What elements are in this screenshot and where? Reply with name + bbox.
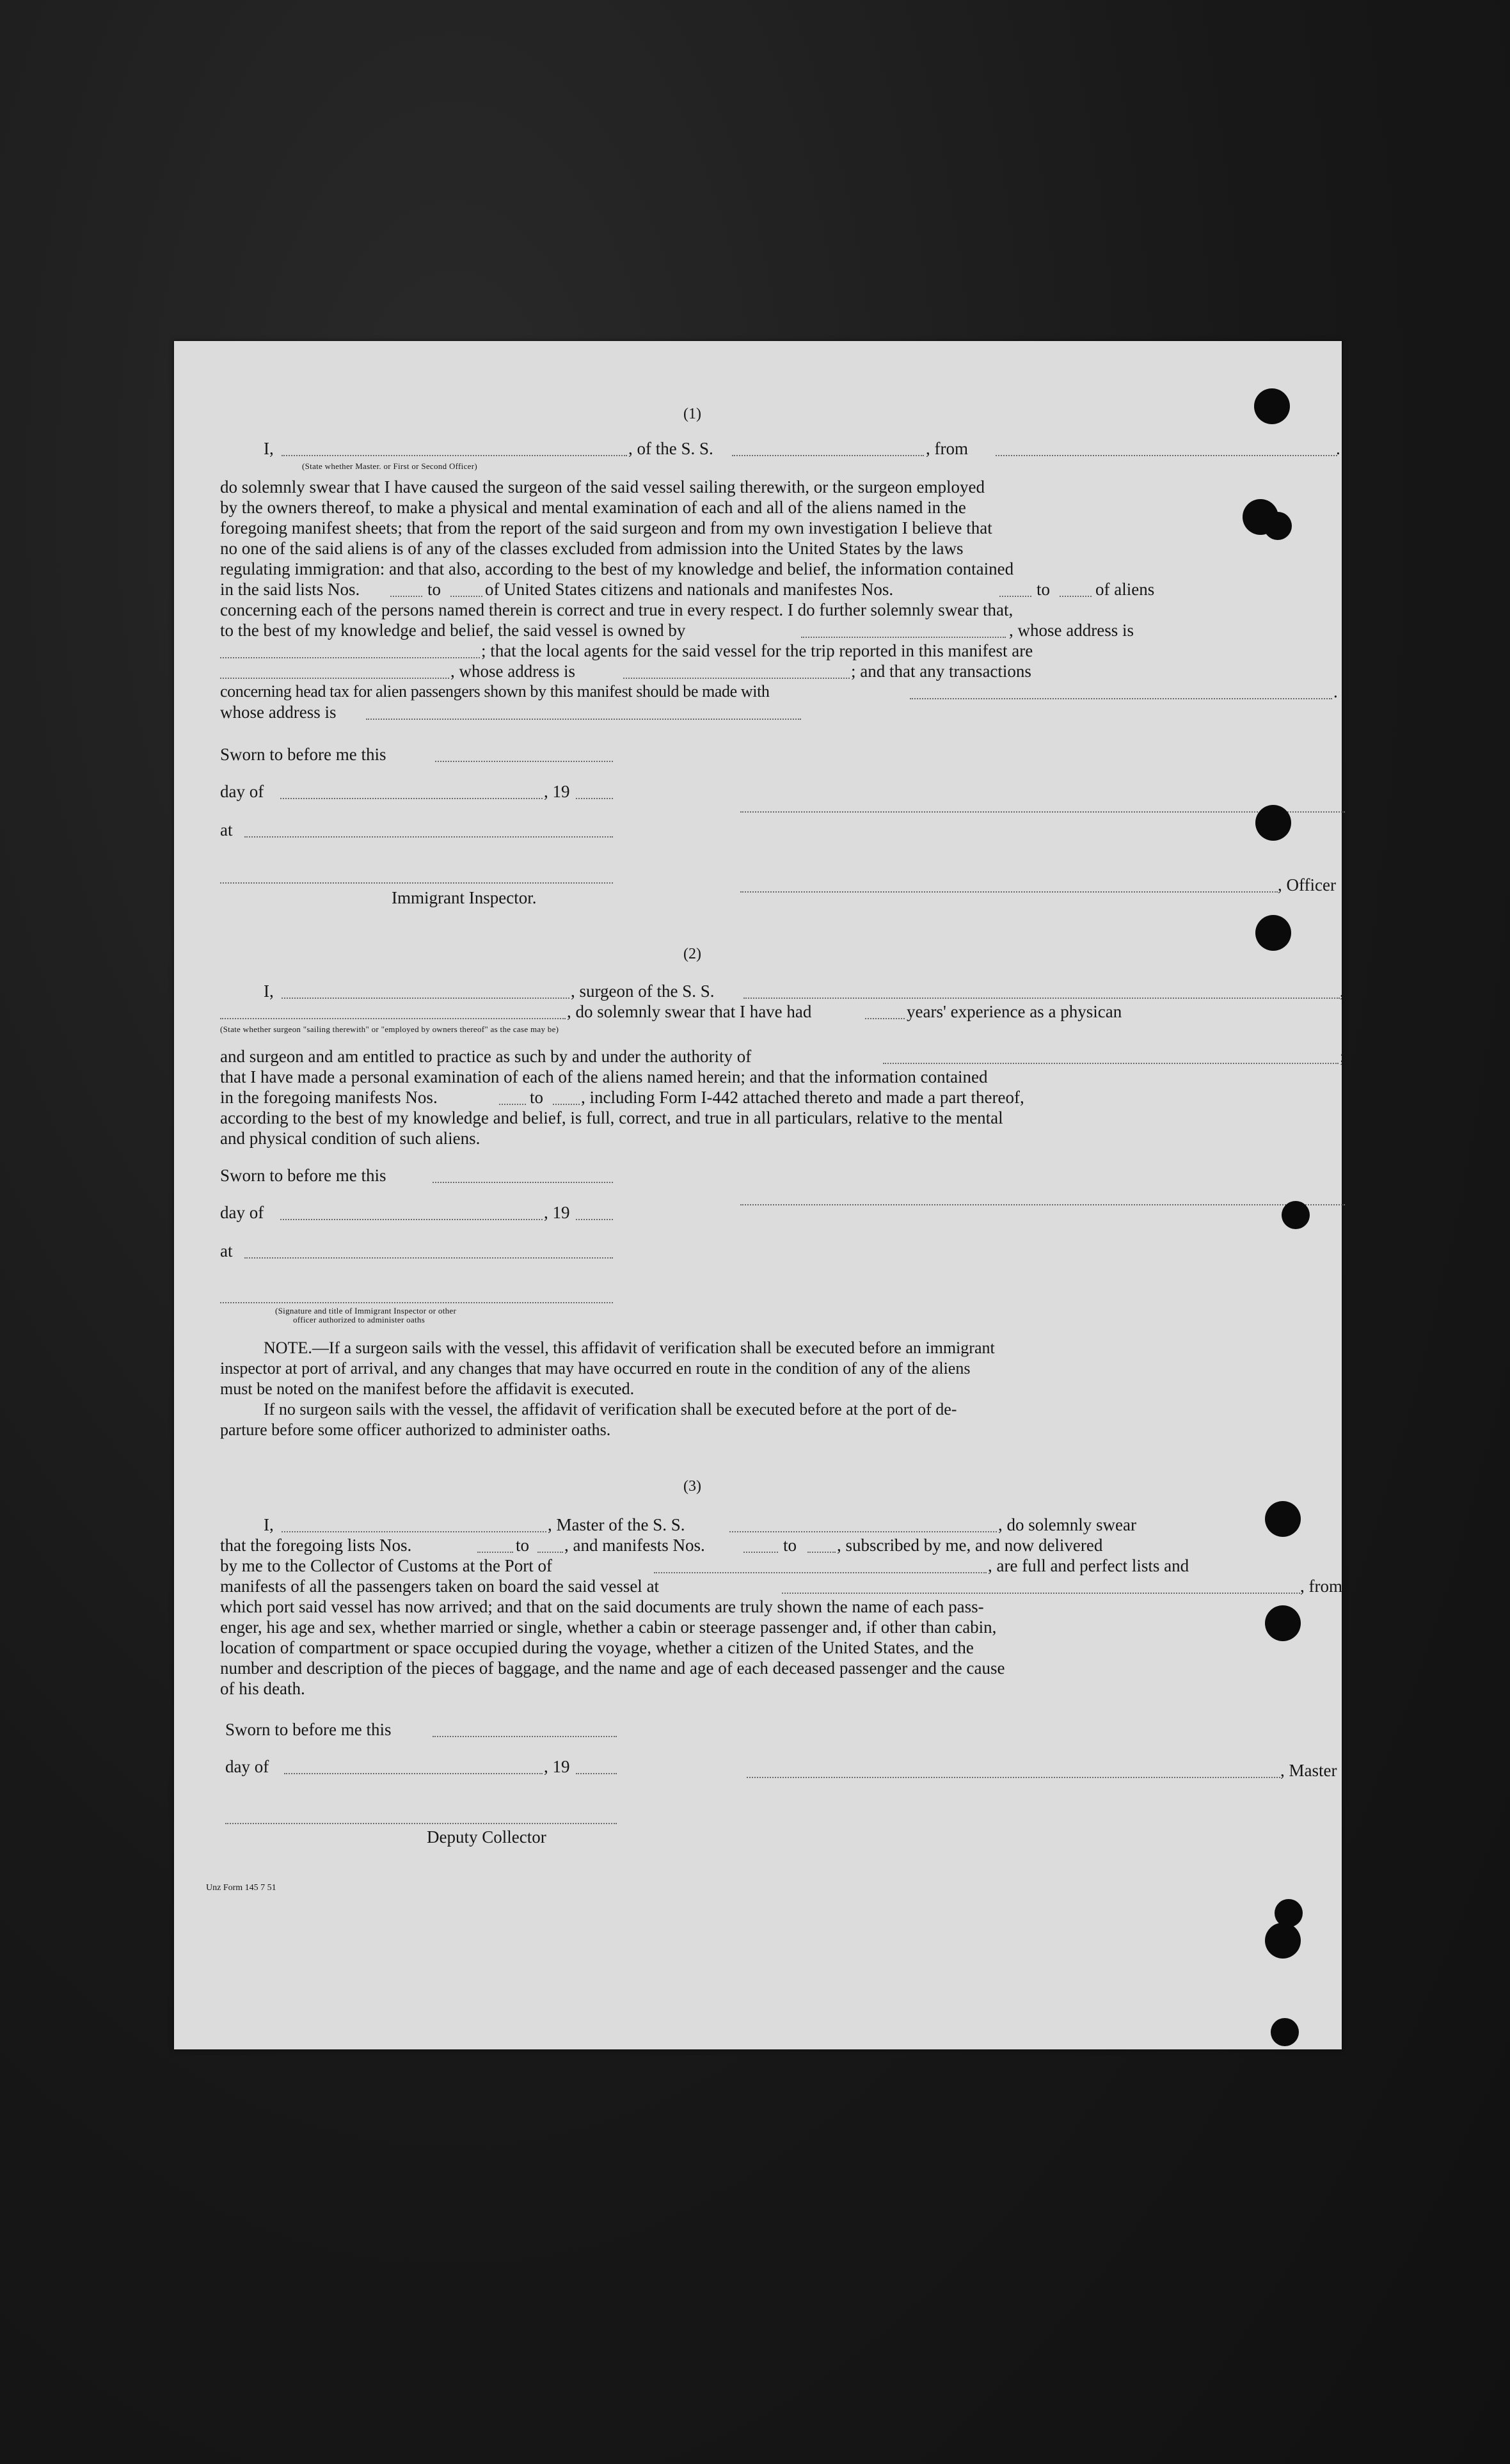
s3-swear: , do solemnly swear: [998, 1515, 1136, 1534]
s3-manifests-to-field[interactable]: [807, 1552, 836, 1553]
s2-years-experience: years' experience as a physican: [907, 1002, 1122, 1021]
s1-sworn-field[interactable]: [435, 761, 613, 762]
s3-full-perfect: , are full and perfect lists and: [988, 1556, 1189, 1575]
s2-capacity-field[interactable]: [220, 1018, 566, 1019]
s1-officer-name-field[interactable]: [282, 455, 627, 456]
s2-comma: ,: [1340, 982, 1344, 1001]
s2-sworn-field[interactable]: [433, 1182, 613, 1183]
s1-body-line: no one of the said aliens is of any of the classes excluded from admission into the United States by the laws: [220, 539, 964, 558]
s2-sig-note-2: officer authorized to administer oaths: [293, 1315, 425, 1324]
s3-sworn-field[interactable]: [433, 1736, 617, 1737]
s1-body-line: by the owners thereof, to make a physical and mental examination of each and all of the aliens named in the: [220, 498, 966, 517]
s3-collector-port: by me to the Collector of Customs at the Port of: [220, 1556, 552, 1575]
s2-authority-field[interactable]: [883, 1063, 1339, 1064]
s1-from-period: .: [1336, 439, 1340, 458]
s1-lists-to: to: [427, 580, 441, 599]
s2-manifests-to-field[interactable]: [553, 1104, 580, 1105]
s3-deputy-collector: Deputy Collector: [427, 1827, 546, 1847]
s2-sworn-label: Sworn to before me this: [220, 1166, 386, 1185]
s1-officer-signature-top[interactable]: [740, 811, 1345, 813]
s2-surgeon-of: , surgeon of the S. S.: [571, 982, 715, 1001]
section-2-number: (2): [683, 946, 701, 962]
s2-condition-line: and physical condition of such aliens.: [220, 1129, 481, 1148]
s2-i: I,: [264, 982, 274, 1001]
s1-head-tax: concerning head tax for alien passengers shown by this manifest should be made with: [220, 682, 770, 701]
s3-year-label: , 19: [544, 1757, 570, 1776]
s1-officer-signature-field[interactable]: [740, 891, 1278, 893]
section-3-number: (3): [683, 1478, 701, 1495]
s3-taken-on-board: manifests of all the passengers taken on board the said vessel at: [220, 1577, 660, 1596]
s2-authority-semicolon: ;: [1340, 1047, 1345, 1066]
s1-body-line: regulating immigration: and that also, according to the best of my knowledge and belief, the information contained: [220, 559, 1014, 578]
s1-head-tax-period: .: [1333, 682, 1338, 701]
s1-vessel-field[interactable]: [732, 455, 924, 456]
s3-body-line: location of compartment or space occupied during the voyage, whether a citizen of the United States, and the: [220, 1638, 974, 1657]
s3-lists-to-field[interactable]: [537, 1552, 563, 1553]
s2-vessel-field[interactable]: [743, 998, 1340, 999]
s3-master-signature-field[interactable]: [747, 1777, 1280, 1778]
s1-manifests-to: to: [1037, 580, 1051, 599]
s3-year-field[interactable]: [576, 1773, 617, 1774]
s2-surgeon-signature-field[interactable]: [740, 1204, 1345, 1205]
s2-inspector-signature-field[interactable]: [220, 1302, 613, 1303]
s2-year-field[interactable]: [576, 1219, 613, 1220]
s1-from: , from: [926, 439, 968, 458]
s3-lists-to: to: [516, 1536, 530, 1555]
binder-hole: [1282, 1201, 1310, 1229]
s1-agents-address-label: , whose address is: [450, 662, 575, 681]
binder-hole: [1255, 805, 1291, 841]
binder-hole: [1265, 1605, 1301, 1641]
s3-day-field[interactable]: [284, 1773, 543, 1774]
s1-whose-address-field[interactable]: [366, 719, 801, 720]
s1-at-field[interactable]: [244, 836, 613, 838]
s1-of-ss: , of the S. S.: [628, 439, 713, 458]
s3-manifests-label: , and manifests Nos.: [564, 1536, 705, 1555]
s1-head-tax-field[interactable]: [910, 698, 1332, 699]
s1-from-port-field[interactable]: [996, 455, 1337, 456]
s2-belief-line: according to the best of my knowledge and belief, is full, correct, and true in all particulars, relative to the mental: [220, 1108, 1003, 1127]
s1-manifests-to-field[interactable]: [1060, 596, 1092, 597]
s3-body: [220, 1596, 1346, 1678]
s2-examination-line: that I have made a personal examination of each of the aliens named herein; and that the information contained: [220, 1067, 988, 1086]
s2-manifests-from-field[interactable]: [499, 1104, 526, 1105]
s1-owner-field[interactable]: [801, 637, 1006, 638]
s1-lists-label: in the said lists Nos.: [220, 580, 360, 599]
s1-i: I,: [264, 439, 274, 458]
s3-sworn-label: Sworn to before me this: [225, 1720, 392, 1739]
s3-boarding-port-field[interactable]: [782, 1593, 1300, 1594]
s1-transactions: ; and that any transactions: [851, 662, 1031, 681]
s1-year-label: , 19: [544, 782, 570, 801]
s1-officer-label: , Officer: [1278, 875, 1336, 894]
binder-hole: [1264, 512, 1292, 540]
s1-sworn-label: Sworn to before me this: [220, 745, 386, 764]
s1-citizens-text: of United States citizens and nationals and manifestes Nos.: [485, 580, 894, 599]
s2-note-2: inspector at port of arrival, and any changes that may have occurred en route in the condition of any of the aliens: [220, 1359, 971, 1378]
binder-hole: [1255, 915, 1291, 951]
s1-agents-field[interactable]: [220, 678, 449, 679]
s1-agents-address-field[interactable]: [623, 678, 850, 679]
s3-manifests-from-field[interactable]: [743, 1552, 778, 1553]
s1-inspector-label: Immigrant Inspector.: [392, 888, 537, 907]
s1-concerning-line: concerning each of the persons named therein is correct and true in every respect. I do further solemnly swear that,: [220, 600, 1013, 619]
s3-master-of: , Master of the S. S.: [548, 1515, 685, 1534]
form-number: Unz Form 145 7 51: [206, 1883, 276, 1893]
s1-owned-by: to the best of my knowledge and belief, the said vessel is owned by: [220, 621, 686, 640]
s2-at-label: at: [220, 1241, 233, 1260]
s2-day-label: day of: [220, 1203, 264, 1222]
section-1-number: (1): [683, 406, 701, 422]
s3-collector-signature-field[interactable]: [225, 1823, 617, 1824]
binder-hole: [1265, 1923, 1301, 1959]
s3-last-line: of his death.: [220, 1679, 305, 1698]
s1-manifests-from-field[interactable]: [999, 596, 1031, 597]
s1-body: [220, 477, 1346, 579]
s1-inspector-signature-field[interactable]: [220, 882, 613, 884]
s2-year-label: , 19: [544, 1203, 570, 1222]
s2-years-field[interactable]: [865, 1018, 905, 1019]
s2-authority: and surgeon and am entitled to practice as such by and under the authority of: [220, 1047, 752, 1066]
s1-lists-to-field[interactable]: [450, 596, 482, 597]
s2-manifests-label: in the foregoing manifests Nos.: [220, 1088, 438, 1107]
s2-sig-note-1: (Signature and title of Immigrant Inspector or other: [275, 1306, 457, 1315]
binder-hole: [1271, 2018, 1299, 2046]
s2-form-i442: , including Form I-442 attached thereto and made a part thereof,: [581, 1088, 1024, 1107]
s1-whose-address: whose address is: [220, 703, 337, 722]
s1-lists-from-field[interactable]: [390, 596, 422, 597]
s3-vessel-field[interactable]: [729, 1531, 997, 1532]
s1-local-agents: ; that the local agents for the said vessel for the trip reported in this manifest are: [481, 641, 1033, 660]
s3-manifests-to: to: [783, 1536, 797, 1555]
manifest-affidavit-sheet: [174, 341, 1345, 2049]
s1-owner-address-label: , whose address is: [1009, 621, 1134, 640]
s3-lists-label: that the foregoing lists Nos.: [220, 1536, 412, 1555]
s3-body-line: which port said vessel has now arrived; and that on the said documents are truly shown the name of each pass-: [220, 1597, 984, 1616]
s2-surgeon-name-field[interactable]: [282, 998, 569, 999]
s1-at-label: at: [220, 820, 233, 839]
s2-note-1: NOTE.—If a surgeon sails with the vessel, this affidavit of verification shall be executed before an immigrant: [264, 1339, 995, 1357]
s2-state-note: (State whether surgeon "sailing therewith" or "employed by owners thereof" as the case may be): [220, 1024, 559, 1034]
binder-hole: [1265, 1501, 1301, 1537]
s3-i: I,: [264, 1515, 274, 1534]
s2-at-field[interactable]: [244, 1257, 613, 1259]
s3-lists-from-field[interactable]: [477, 1552, 513, 1553]
s1-of-aliens: of aliens: [1095, 580, 1155, 599]
s1-body-line: do solemnly swear that I have caused the surgeon of the said vessel sailing therewith, or the surgeon employed: [220, 477, 985, 497]
s1-body-line: foregoing manifest sheets; that from the report of the said surgeon and from my own investigation I believe that: [220, 518, 992, 537]
s2-note-5: parture before some officer authorized to administer oaths.: [220, 1420, 611, 1439]
s1-day-field[interactable]: [280, 798, 543, 799]
s1-year-field[interactable]: [576, 798, 613, 799]
s3-subscribed: , subscribed by me, and now delivered: [837, 1536, 1103, 1555]
s2-swear: , do solemnly swear that I have had: [567, 1002, 812, 1021]
s2-day-field[interactable]: [280, 1219, 543, 1220]
binder-hole: [1254, 388, 1290, 424]
s3-body-line: number and description of the pieces of baggage, and the name and age of each deceased passenger and the cause: [220, 1658, 1005, 1678]
s1-state-note: (State whether Master. or First or Second Officer): [302, 461, 477, 471]
s1-owner-address-field[interactable]: [220, 657, 480, 658]
s3-master-name-field[interactable]: [282, 1531, 546, 1532]
s2-note-4: If no surgeon sails with the vessel, the affidavit of verification shall be executed before at the port of de-: [264, 1400, 957, 1419]
s3-port-field[interactable]: [654, 1572, 987, 1573]
s1-day-label: day of: [220, 782, 264, 801]
s3-day-label: day of: [225, 1757, 269, 1776]
s2-manifests-to: to: [530, 1088, 544, 1107]
s2-note-3: must be noted on the manifest before the affidavit is executed.: [220, 1379, 635, 1398]
s3-body-line: enger, his age and sex, whether married or single, whether a cabin or steerage passenger and, if other than cabin,: [220, 1617, 997, 1637]
s3-from-label: , from: [1300, 1577, 1342, 1596]
s3-master-label: , Master: [1280, 1761, 1337, 1780]
